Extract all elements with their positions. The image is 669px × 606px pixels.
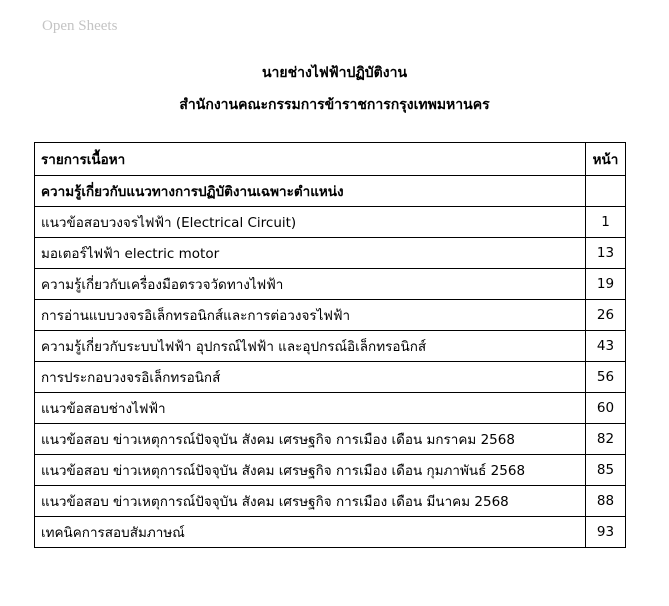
row-page: 1	[586, 207, 626, 238]
table-row	[35, 362, 626, 393]
row-page: 88	[586, 486, 626, 517]
table-row	[35, 517, 626, 548]
table-of-contents	[34, 142, 626, 548]
row-page	[586, 176, 626, 207]
table-row	[35, 238, 626, 269]
table-row	[35, 300, 626, 331]
row-page: 43	[586, 331, 626, 362]
table-row	[35, 455, 626, 486]
row-page: 19	[586, 269, 626, 300]
row-topic: แนวข้อสอบวงจรไฟฟ้า (Electrical Circuit)	[35, 207, 586, 238]
document-subtitle: สำนักงานคณะกรรมการข้าราชการกรุงเทพมหานคร	[179, 97, 490, 113]
row-topic: การอ่านแบบวงจรอิเล็กทรอนิกส์และการต่อวงจรไฟฟ้า	[35, 300, 586, 331]
row-page: 85	[586, 455, 626, 486]
row-page: 82	[586, 424, 626, 455]
row-topic: ความรู้เกี่ยวกับแนวทางการปฏิบัติงานเฉพาะตำแหน่ง	[35, 176, 586, 207]
header-topic: รายการเนื้อหา	[35, 143, 586, 176]
row-topic: การประกอบวงจรอิเล็กทรอนิกส์	[35, 362, 586, 393]
table-row	[35, 331, 626, 362]
watermark: Open Sheets	[42, 18, 118, 34]
document-title: นายช่างไฟฟ้าปฏิบัติงาน	[261, 65, 408, 81]
row-topic: แนวข้อสอบ ข่าวเหตุการณ์ปัจจุบัน สังคม เศรษฐกิจ การเมือง เดือน มีนาคม 2568	[35, 486, 586, 517]
table-row	[35, 424, 626, 455]
table-header-row	[35, 143, 626, 176]
row-topic: ความรู้เกี่ยวกับเครื่องมือตรวจวัดทางไฟฟ้า	[35, 269, 586, 300]
row-topic: แนวข้อสอบ ข่าวเหตุการณ์ปัจจุบัน สังคม เศรษฐกิจ การเมือง เดือน กุมภาพันธ์ 2568	[35, 455, 586, 486]
row-page: 13	[586, 238, 626, 269]
row-page: 56	[586, 362, 626, 393]
row-topic: มอเตอร์ไฟฟ้า electric motor	[35, 238, 586, 269]
header-page: หน้า	[586, 143, 626, 176]
row-topic: ความรู้เกี่ยวกับระบบไฟฟ้า อุปกรณ์ไฟฟ้า และอุปกรณ์อิเล็กทรอนิกส์	[35, 331, 586, 362]
row-topic: แนวข้อสอบช่างไฟฟ้า	[35, 393, 586, 424]
row-page: 60	[586, 393, 626, 424]
table-row	[35, 393, 626, 424]
row-page: 93	[586, 517, 626, 548]
table-row	[35, 269, 626, 300]
table-row	[35, 207, 626, 238]
row-page: 26	[586, 300, 626, 331]
table-row	[35, 176, 626, 207]
row-topic: แนวข้อสอบ ข่าวเหตุการณ์ปัจจุบัน สังคม เศรษฐกิจ การเมือง เดือน มกราคม 2568	[35, 424, 586, 455]
table-row	[35, 486, 626, 517]
row-topic: เทคนิคการสอบสัมภาษณ์	[35, 517, 586, 548]
